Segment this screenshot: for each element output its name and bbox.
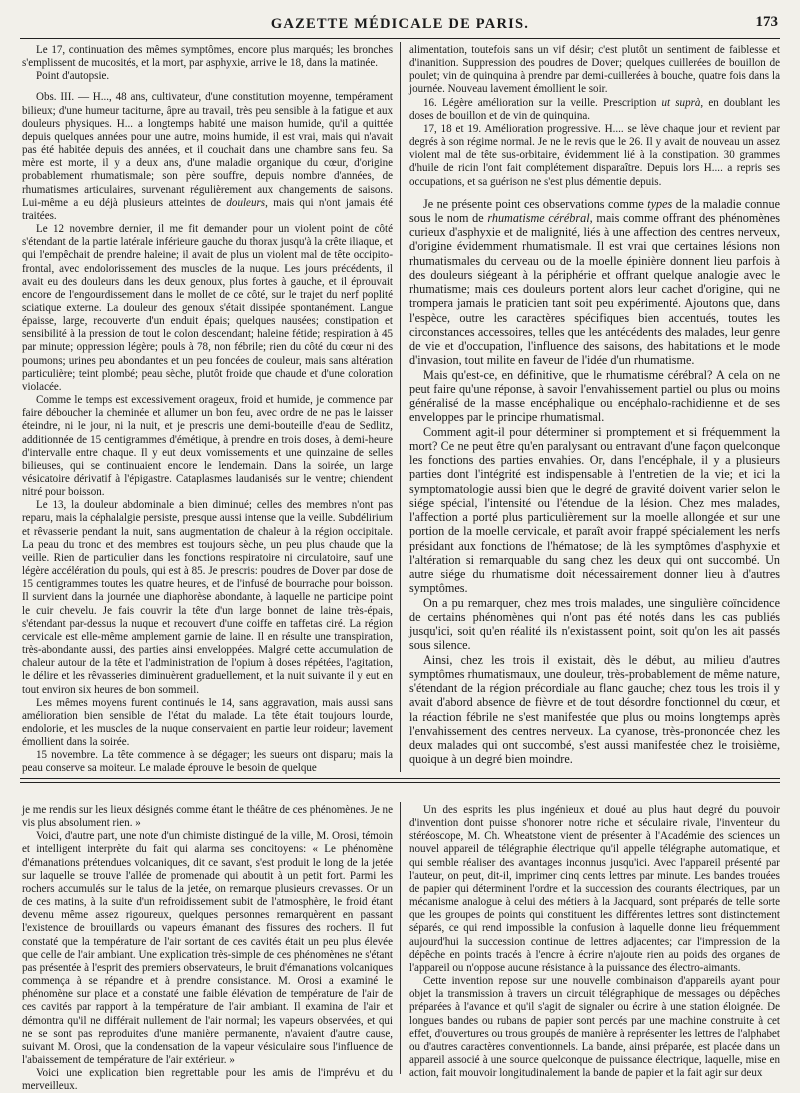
paragraph: Cette invention repose sur une nouvelle combinaison d'appareils ayant pour objet la transmission à travers un circuit télégraphique de messages ou dépêches préparées à l'avance et qu'il s'agit de signaler ou écrire à une station éloignée. De longues bandes ou rubans de papier sont percés par une machine construite à cet effet, d'ouvertures ou trous groupés de manière à représenter les lettres de l'alphabet ou d'autres caractères conventionnels. La bande, ainsi préparée, est placée dans un appareil associé à une source quelconque de puissance électrique, laquelle, mise en action, fait mouvoir longitudinalement la bande de papier et la fait agir sur deux [409,975,780,1080]
journal-title: GAZETTE MÉDICALE DE PARIS. [270,15,530,32]
paragraph: Comme le temps est excessivement orageux, froid et humide, je commence par faire déboucher la cheminée et allumer un bon feu, avec ordre de ne pas le laisser éteindre, ni le jour, ni la nuit, et je prescris une demi-bouteille d'eau de Sedlitz, additionnée de 15 centigrammes d'émétique, à prendre en trois doses, à demi-heure d'intervalle entre chaque. Il y eut deux vomissements et une quinzaine de selles bilieuses, qui se continuaient encore le lendemain. Dans la soirée, un large vésicatoire dérivatif à l'épigastre. Cataplasmes laudanisés sur le ventre; chiendent nitré pour boisson. [22,394,393,499]
paragraph: Le 13, la douleur abdominale a bien diminué; celles des membres n'ont pas reparu, mais la céphalalgie persiste, presque aussi intense que la veille. Subdélirium et rêvasserie pendant la nuit, sans augmentation de chaleur à la région occipitale. La peau du tronc et des membres est toujours sèche, un peu plus chaude que la veille. Rien de particulier dans les fonctions respiratoire ni circulatoire, sauf une légère accélération du pouls, qui est à 85. Je prescris: poudres de Dover par dose de 15 centigrammes toutes les quatre heures, et de l'infusé de bourrache pour boisson. Il survient dans la journée une diaphorèse abondante, à laquelle ne participe point le cuir chevelu. Je fais couvrir la tête d'un large bonnet de laine très-épais, s'étendant par-dessus la nuque et recouvert d'une coiffe en taffetas ciré. La région cervicale est elle-même amplement garnie de laine. Il en résulte une transpiration, très-abondante aussi, des parties ainsi enveloppées. Malgré cette accumulation de chaleur autour de la tête et l'administration de l'opium à doses répétées, l'agitation, le délire et les rêvasseries diminuèrent graduellement, et la nuit suivante il y eut en tout environ six heures de bon sommeil. [22,499,393,696]
emphasis: types [647,196,673,211]
paragraph: Voici une explication bien regrettable pour les amis de l'imprévu et du merveilleux. [22,1067,393,1093]
paragraph: alimentation, toutefois sans un vif désir; c'est plutôt un sentiment de faiblesse et d'inanition. Suppression des poudres de Dover; quelques cuillerées de bouillon de poulet; vin de quinquina à prendre par demi-cuillerées à bouche, quatre fois dans la journée. Nouveau lavement émollient le soir. [409,44,780,96]
page-header [20,14,780,34]
text-run: , en doublant les doses de bouillon et de vin de quinquina. [409,96,780,122]
paragraph: On a pu remarquer, chez mes trois malades, une singulière coïncidence de certains phénomènes qui n'ont pas été notés dans les cas publiés jusqu'ici, soit qu'en réalité ils n'existassent point, soit qu'on les ait passés sous silence. [409,595,780,653]
article-column-left [22,44,393,775]
paragraph [409,197,780,368]
text-run: Je ne présente point ces observations comme [423,196,648,211]
page-number: 173 [755,14,778,30]
emphasis: rhumatisme cérébral [487,210,590,225]
section-rule-thin [20,782,780,783]
paragraph: Ainsi, chez les trois il existait, dès le début, au milieu d'autres symptômes rhumatismaux, une douleur, très-probablement de même nature, s'étendant de la région précordiale au flanc gauche; chez tous les trois il y avait d'abord absence de fièvre et de tout désordre fonctionnel du cœur, et la réaction fébrile ne s'est manifestée que plus ou moins longtemps après l'envahissement des centres nerveux. La cyanose, très-prononcée chez les deux malades qui ont succombé, s'est aussi manifestée chez le troisième, quoique à un degré bien moindre. [409,652,780,767]
paragraph: je me rendis sur les lieux désignés comme étant le théâtre de ces phénomènes. Je ne vis plus absolument rien. » [22,804,393,830]
text-run: 16. Légère amélioration sur la veille. Prescription [423,96,662,109]
article-column-right [409,44,780,768]
paragraph: Point d'autopsie. [36,70,110,83]
text-run: , mais qui n'ont jamais été traitées. [22,196,393,222]
paragraph: 15 novembre. La tête commence à se dégager; les sueurs ont disparu; mais la peau conserve sa moiteur. Le malade éprouve le besoin de quelque [22,749,393,775]
paragraph: Le 17, continuation des mêmes symptômes, encore plus marqués; les bronches s'emplissent de mucosités, et la mort, par asphyxie, arrive le 18, dans la matinée. [22,44,393,70]
paragraph: Le 12 novembre dernier, il me fit demander pour un violent point de côté s'étendant de la partie latérale inférieure gauche du thorax jusqu'à la crête iliaque, et qui l'empêchait de prendre haleine; il avait de plus un violent mal de tête occipito-frontal, avec endolorissement des muscles de la nuque. Les jours précédents, il avait eu des douleurs dans les deux genoux, plus fortes à gauche, et il éprouvait encore de l'engourdissement dans le mollet de ce côté, sur le trajet du nerf poplité sciatique externe. La douleur des genoux s'était dissipée spontanément. Langue épaisse, large, recouverte d'un enduit épais; quelques nausées; constipation et sensibilité à la pression de tout le colon descendant; haleine fétide; respiration à 45 par minute; oppression légère; pouls à 78, non fébrile; rien du côté du cœur ni des poumons; urines peu abondantes et un peu foncées de couleur, mais sans altération particulière; teint plombé; peau sèche, plutôt froide que chaude et d'une coloration violacée. [22,223,393,393]
column-divider-bottom [400,802,401,1074]
text-run: de la maladie connue sous le nom de [409,196,780,225]
header-rule [20,38,780,39]
paragraph: Comment agit-il pour déterminer si promptement et si fréquemment la mort? Ce ne peut être qu'en paralysant ou entravant d'une façon quelconque les fonctions des parties envahies. Or, dans l'encéphale, il y a plusieurs parties dont l'intégrité est indispensable à l'entretien de la vie; et ici la symptomatologie aussi bien que le degré de gravité doivent varier selon le siége spécial, l'intensité ou l'étendue de la lésion. Chez mes malades, l'affection a porté plus particulièrement sur la moelle allongée et sur une portion de la moelle cervicale, et paraît avoir frappé spécialement les nerfs présidant aux fonctions de l'hématose; de là les symptômes d'asphyxie et l'altération si remarquable du sang chez les deux qui ont succombé. Un autre siége du rhumatisme doit nécessairement donner lieu à d'autres symptômes. [409,424,780,596]
emphasis: douleurs [226,196,266,209]
observation-paragraph [22,91,393,223]
paragraph: 17, 18 et 19. Amélioration progressive. H.... se lève chaque jour et revient par degrés à son régime normal. Je ne le revis que le 26. Il y avait de nouveau un assez violent mal de tête sus-orbitaire, évidemment lié à la constipation. 30 grammes d'huile de ricin l'ont fait complétement disparaître. Depuis lors H.... a repris ses occupations, et sa guérison ne s'est plus démentie depuis. [409,122,780,188]
feuilleton-column-left [22,804,393,1093]
paragraph: Les mêmes moyens furent continués le 14, sans aggravation, mais aussi sans amélioration bien sensible de l'état du malade. La tête était toujours lourde, endolorie, et les muscles de la nuque conservaient en partie leur roideur; lavement émollient dans la soirée. [22,696,393,749]
text-run: , mais comme offrant des phénomènes curieux d'asphyxie et de malignité, liés à une affection des centres nerveux, d'origine évidemment rhumatismale. Il est vrai que certaines lésions non rhumatismales du cerveau ou de la moelle épinière donnent lieu parfois à des douleurs siégeant à la périphérie et offrant quelque analogie avec le rhumatisme; mais ces douleurs portent alors leur cachet d'origine, qui ne trompera jamais le praticien tant soit peu expérimenté. Ajoutons que, dans l'espèce, outre les caractères spécifiques bien accentués, toutes les circonstances accessoires, telles que les antécédents des malades, leur genre de vie et d'occupation, l'influence des saisons, des habitations et le mode d'invasion, tout milite en faveur de l'idée d'un rhumatisme. [409,210,781,368]
paragraph: Un des esprits les plus ingénieux et doué au plus haut degré du pouvoir d'invention dont puisse s'honorer notre riche et séculaire rivale, l'inventeur du stéréoscope, M. Ch. Wheatstone vient de présenter à l'Académie des sciences un nouvel appareil de télégraphie électrique qu'il appelle télégraphe automatique, et qui semble réaliser des avantages inconnus jusqu'ici. Avec l'appareil présenté par l'auteur, on peut, dit-il, imprimer cinq cents lettres par minute. Les bandes trouées de papier qui déterminent l'ordre et la succession des courants électriques, par un mécanisme analogue à celui des métiers à la Jacquard, sont préparés de telle sorte que les groupes de points qui constituent les différentes lettres sont distinctement séparés, ce qui rend impossible la confusion à laquelle donne lieu fréquemment aujourd'hui la succession continue de lettres adjacentes; car l'impression de la dépêche en points tracés à l'encre à écrire n'ajoute rien au poids des organes de l'appareil ou n'oppose aucune résistance à la puissance des électro-aimants. [409,804,780,974]
section-rule-thick [20,778,780,779]
feuilleton-column-right [409,804,780,1080]
paragraph [409,97,780,123]
paragraph: Voici, d'autre part, une note d'un chimiste distingué de la ville, M. Orosi, témoin et intelligent interprète du fait qui alarma ses concitoyens: « Le phénomène d'émanations prétendues volcaniques, dit ce savant, s'est produit le long de la jetée sur laquelle se trouve l'allée de promenade qui aboutit à un petit fort. Parmi les rochers accumulés sur le talus de la jetée, on remarque plusieurs crevasses. Or un de ces matins, à la suite d'un refroidissement subit de l'atmosphère, le froid étant devenu même assez rigoureux, quelques personnes remarquèrent en passant l'existence de brouillards ou vapeurs émanant des fissures des rochers. Il fut constaté que la température de l'air sortant de ces cavités était un peu plus élevée que celle de l'air ambiant. Une explication très-simple de ces phénomènes ne s'étant pas présentée à l'esprit des premiers observateurs, le bruit d'émanations volcaniques commença à se répandre et à prendre consistance. M. Orosi a examiné le phénomène sur place et a constaté une faible élévation de température de l'air de ces cavités par rapport à la température de l'air ambiant. Il examina de l'air et démontra qu'il ne différait nullement de l'air normal; les vapeurs observées, et qui ne se sont pas reproduites d'une manière permanente, n'avaient d'autre cause, suivant M. Orosi, que la condensation de la vapeur vésiculaire sous l'influence de l'abaissement de température de l'air extérieur. » [22,830,393,1066]
discussion-section [409,197,780,767]
column-divider-top [400,42,401,772]
paragraph: Mais qu'est-ce, en définitive, que le rhumatisme cérébral? A cela on ne peut faire qu'une réponse, à savoir l'envahissement partiel ou plus ou moins généralisé de la masse encéphalique ou encéphalo-rachidienne et de ses enveloppes par le principe rhumatismal. [409,367,780,425]
emphasis: ut suprà [661,96,701,109]
text-run: Obs. III. — H..., 48 ans, cultivateur, d'une constitution moyenne, tempérament bilieux; d'une humeur taciturne, âpre au travail, très peu sensible à la fatigue et aux douleurs physiques. H... a longtemps habité une maison humide, qu'il a quittée depuis quelques années pour une autre, moins humide, il est vrai, mais qui n'avait pas été habitée depuis des années, et il couchait dans une chambre sans feu. Sa mère est morte, il y a deux ans, d'une maladie organique du cœur, d'origine probablement rhumatismale; son père souffre, depuis nombre d'années, de rhumatismes articulaires, survenant régulièrement aux changements de saisons. Lui-même a eu déjà plusieurs atteintes de [22,91,393,209]
